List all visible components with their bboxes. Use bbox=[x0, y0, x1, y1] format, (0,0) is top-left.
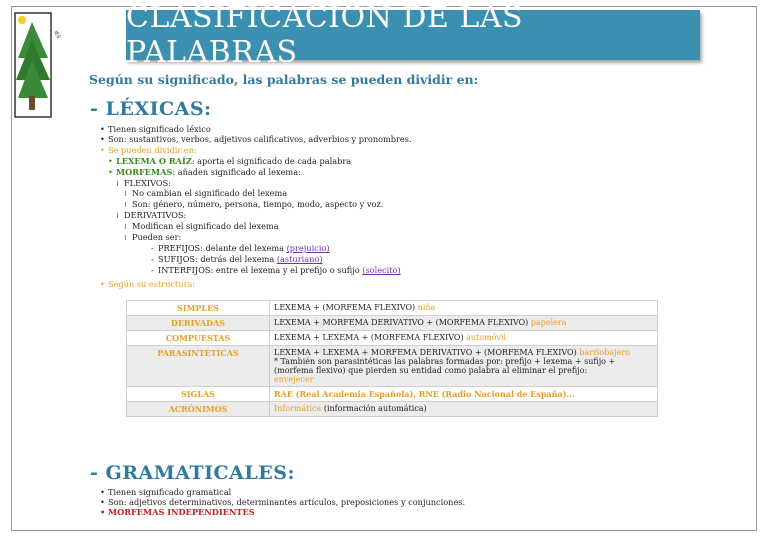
sufijos-line bbox=[158, 254, 323, 265]
flexivos-item-1: No cambian el significado del lexema bbox=[132, 188, 288, 198]
lexicas-bullet-3: • Se pueden dividir en: bbox=[108, 145, 197, 156]
table-note: * También son parasintéticas las palabras formadas por: prefijo + lexema + sufijo + (morfema flexivo) que pierden su entidad como palabra al eliminar el prefijo: bbox=[274, 357, 616, 375]
table-key: SIMPLES bbox=[127, 301, 270, 316]
table-row bbox=[127, 331, 658, 346]
lexema-text: : aporta el significado de cada palabra bbox=[191, 156, 352, 166]
derivativos-item-1: Modifican el significado del lexema bbox=[132, 221, 279, 231]
table-value: LEXEMA + LEXEMA + (MORFEMA FLEXIVO) automóvil bbox=[270, 331, 658, 346]
table-row bbox=[127, 316, 658, 331]
table-key: DERIVADAS bbox=[127, 316, 270, 331]
table-example: papelera bbox=[530, 318, 567, 327]
lexema-label: LEXEMA O RAÍZ bbox=[116, 156, 192, 166]
heading-gramaticales: - GRAMATICALES: bbox=[90, 462, 295, 484]
interfijos-text: INTERFIJOS: entre el lexema y el prefijo o sufijo bbox=[158, 265, 363, 275]
lexicas-bullet-4: • Según su estructura: bbox=[108, 279, 195, 290]
table-key: SIGLAS bbox=[127, 387, 270, 402]
prefijos-line bbox=[158, 243, 330, 254]
interfijos-line bbox=[158, 265, 401, 276]
morfemas-line bbox=[116, 167, 301, 178]
prefijos-example: (prejuicio) bbox=[286, 243, 330, 253]
table-value: LEXEMA + (MORFEMA FLEXIVO) niña bbox=[270, 301, 658, 316]
gramaticales-bullet-1: • Tienen significado gramatical bbox=[108, 487, 231, 498]
gramaticales-bullet-2: • Son: adjetivos determinativos, determinantes artículos, preposiciones y conjunciones. bbox=[108, 497, 465, 508]
table-value bbox=[270, 387, 658, 402]
table-row bbox=[127, 387, 658, 402]
table-example: Informática bbox=[274, 404, 322, 413]
lexicas-bullet-1: • Tienen significado léxico bbox=[108, 124, 211, 135]
morfemas-text: : añaden significado al lexema: bbox=[172, 167, 301, 177]
sufijos-text: SUFIJOS: detrás del lexema bbox=[158, 254, 277, 264]
subtitle: Según su significado, las palabras se pueden dividir en: bbox=[89, 72, 479, 87]
title-banner bbox=[126, 0, 700, 70]
flexivos-label: FLEXIVOS: bbox=[124, 178, 172, 188]
structure-table bbox=[126, 300, 658, 417]
lexema-line bbox=[116, 156, 351, 167]
table-row bbox=[127, 346, 658, 387]
heading-lexicas: - LÉXICAS: bbox=[90, 98, 212, 120]
derivativos-label: DERIVATIVOS: bbox=[124, 210, 187, 220]
sufijos-example: (asturiano) bbox=[276, 254, 323, 264]
gramaticales-bullet-3: • MORFEMAS INDEPENDIENTES bbox=[108, 507, 255, 518]
svg-text:IES: IES bbox=[52, 30, 62, 40]
table-key: PARASINTÉTICAS bbox=[127, 346, 270, 387]
table-row bbox=[127, 402, 658, 417]
prefijos-text: PREFIJOS: delante del lexema bbox=[158, 243, 287, 253]
table-row bbox=[127, 301, 658, 316]
table-key: COMPUESTAS bbox=[127, 331, 270, 346]
table-value: LEXEMA + MORFEMA DERIVATIVO + (MORFEMA FLEXIVO) papelera bbox=[270, 316, 658, 331]
table-note-example: envejecer bbox=[274, 375, 314, 384]
table-example: niña bbox=[417, 303, 436, 312]
page-title: CLASIFICACIÓN DE LAS PALABRAS bbox=[126, 0, 524, 70]
school-logo-tree bbox=[14, 12, 66, 120]
flexivos-item-2: Son: género, número, persona, tiempo, modo, aspecto y voz. bbox=[132, 199, 384, 209]
interfijos-example: (solecito) bbox=[362, 265, 401, 275]
morfemas-label: MORFEMAS bbox=[116, 167, 173, 177]
table-example: automóvil bbox=[466, 333, 507, 342]
table-key: ACRÓNIMOS bbox=[127, 402, 270, 417]
table-example: RAE (Real Academia Española), RNE (Radio Nacional de España)... bbox=[274, 389, 575, 399]
lexicas-bullet-2: • Son: sustantivos, verbos, adjetivos calificativos, adverbios y pronombres. bbox=[108, 134, 412, 145]
derivativos-item-2: Pueden ser: bbox=[132, 232, 182, 242]
table-value: LEXEMA + LEXEMA + MORFEMA DERIVATIVO + (MORFEMA FLEXIVO) barriobajero * También son parasintéticas las palabras formadas por: prefijo + lexema + sufijo + (morfema flexivo) que pierden su entidad como palabra al eliminar el prefijo: envejecer bbox=[270, 346, 658, 387]
table-value: Informática (información automática) bbox=[270, 402, 658, 417]
table-example: barriobajero bbox=[579, 348, 630, 357]
